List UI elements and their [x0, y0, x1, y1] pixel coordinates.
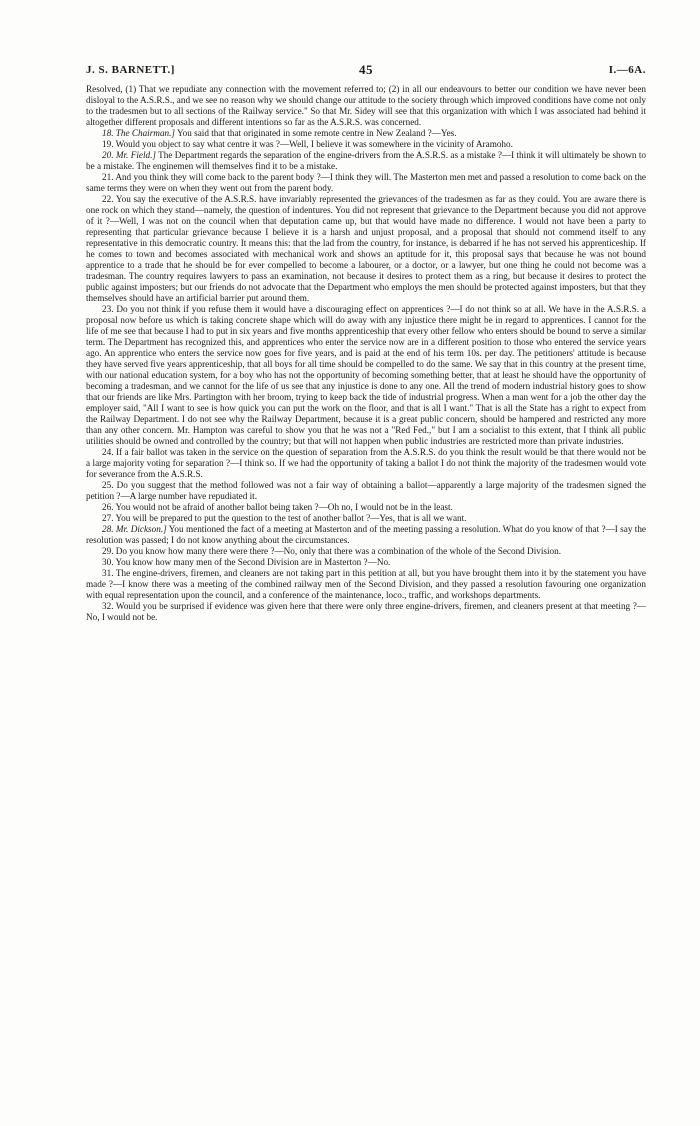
paragraph: 23. Do you not think if you refuse them it would have a discouraging effect on apprentices ?—I do not think so at all. We have in the A.S.R.S. a proposal now before us which is taking concrete shape which will do away with any injustice there might be in regard to apprentices. I cannot for the life of me see that because I had to put in six years and five months apprenticeship that every other fellow who enters should be bound to serve a similar term. The Department has recognized this, and apprentices who enter the service now are in a different position to those who entered the service years ago. An apprentice who enters the service now goes for five years, and is paid at the end of his term 10s. per day. The petitioners' attitude is because they have served five years apprenticeship, that all boys for all time should be compelled to do the same. We say that in this country at the present time, with our national education system, for a boy who has not the opportunity of becoming something better, that at least he should have the opportunity of becoming a tradesman, and we cannot for the life of us see that any injustice is done to any one. All the trend of modern industrial history goes to show that our friends are like Mrs. Partington with her broom, trying to keep back the tide of industrial progress. When a man went for a job the other day the employer said, "All I want to see is how quick you can put the work on the floor, and that is all I want." That is all the State has a right to expect from the Railway Department. I do not see why the Railway Department, because it is a great public concern, should be hampered and restricted any more than any other concern. Mr. Hampton was careful to show you that he was not a "Red Fed.," but I am a socialist to this extent, that I think all public utilities should be owned and controlled by the country; but that will not happen when public industries are restricted more than private industries.: [86, 304, 646, 446]
paragraph: 28. Mr. Dickson.] You mentioned the fact of a meeting at Masterton and of the meeting passing a resolution. What do you know of that ?—I say the resolution was passed; I do not know anything about the circumstances.: [86, 524, 647, 545]
paragraph: 20. Mr. Field.] The Department regards the separation of the engine-drivers from the A.S.R.S. as a mistake ?—I think it will ultimately be shown to be a mistake. The enginemen will themselves find it to be a mistake.: [86, 150, 646, 171]
paragraph: 21. And you think they will come back to the parent body ?—I think they will. The Masterton men met and passed a resolution to come back on the same terms they were on when they went out from the parent body.: [86, 172, 646, 193]
paragraph: 30. You know how many men of the Second Division are in Masterton ?—No.: [102, 557, 391, 567]
evidence-text: [86, 84, 646, 623]
paragraph: 24. If a fair ballot was taken in the service on the question of separation from the A.S.R.S. do you think the result would be that there would not be a large majority voting for separation ?—I think so. If we had the opportunity of taking a ballot I do not think the majority of the tradesmen would vote for severance from the A.S.R.S.: [86, 447, 646, 479]
paragraph: Resolved, (1) That we repudiate any connection with the movement referred to; (2) in all our endeavours to better our condition we have never been disloyal to the A.S.R.S., and we see no reason why we should change our attitude to the society through which improved conditions have come not only to the tradesmen but to all sections of the Railway service." So that Mr. Sidey will see that this organization with which I was associated had behind it altogether different proposals and different intentions so far as the A.S.R.S. was concerned.: [86, 84, 646, 127]
paragraph: 25. Do you suggest that the method followed was not a fair way of obtaining a ballot—apparently a large majority of the tradesmen signed the petition ?—A large number have repudiated it.: [86, 480, 646, 501]
paragraph: 26. You would not be afraid of another ballot being taken ?—Oh no, I would not be in the least.: [102, 502, 453, 512]
speaker: 20. Mr. Field.]: [102, 150, 156, 160]
page-header: [86, 64, 646, 80]
paragraph: 18. The Chairman.] You said that that originated in some remote centre in New Zealand ?—Yes.: [102, 128, 457, 138]
paragraph: 31. The engine-drivers, firemen, and cleaners are not taking part in this petition at all, but you have brought them into it by the statement you have made ?—I know there was a meeting of the combined railway men of the Second Division, and they passed a resolution favouring one organization with equal representation upon the council, and a conference of the maintenance, loco., traffic, and workshops departments.: [86, 568, 646, 600]
speaker: 18. The Chairman.]: [102, 128, 175, 138]
paragraph: 19. Would you object to say what centre it was ?—Well, I believe it was somewhere in the vicinity of Aramoho.: [102, 139, 513, 149]
paragraph: 32. Would you be surprised if evidence was given here that there were only three engine-drivers, firemen, and cleaners present at that meeting ?—No, I would not be.: [86, 601, 646, 622]
paragraph: 29. Do you know how many there were there ?—No, only that there was a combination of the whole of the Second Division.: [102, 546, 562, 556]
paper-reference: I.—6A.: [608, 64, 646, 76]
speaker: 28. Mr. Dickson.]: [102, 524, 167, 534]
page-number: 45: [359, 62, 373, 77]
paragraph: 27. You will be prepared to put the question to the test of another ballot ?—Yes, that is all we want.: [102, 513, 467, 523]
witness-name: J. S. BARNETT.]: [86, 64, 175, 76]
paragraph: 22. You say the executive of the A.S.R.S. have invariably represented the grievances of the tradesmen as far as they could. You are aware there is one rock on which they stand—namely, the question of indentures. You did not represent that grievance to the Department because you did not approve of it ?—Well, I was not on the council when that deputation came up, but that would have made no difference. I would not have been a party to representing that particular grievance because I believe it is a harsh and unjust proposal, and a proposal that should not commend itself to any representative in this democratic country. It means this: that the lad from the country, for instance, is debarred if he has not served his apprenticeship. If he comes to town and becomes associated with mechanical work and shows an aptitude for it, this proposal says that because he was not bound apprentice to a trade that he should be for ever compelled to become a labourer, or a doctor, or a lawyer, but one thing he could not become was a tradesman. The country requires lawyers to pass an examination, not because it desires to protect them as a ring, but because it desires to protect the public against imposters; but our friends do not advocate that the Department who employs the men should be protected against imposters, but that they themselves should have an artificial barrier put around them.: [86, 194, 646, 303]
